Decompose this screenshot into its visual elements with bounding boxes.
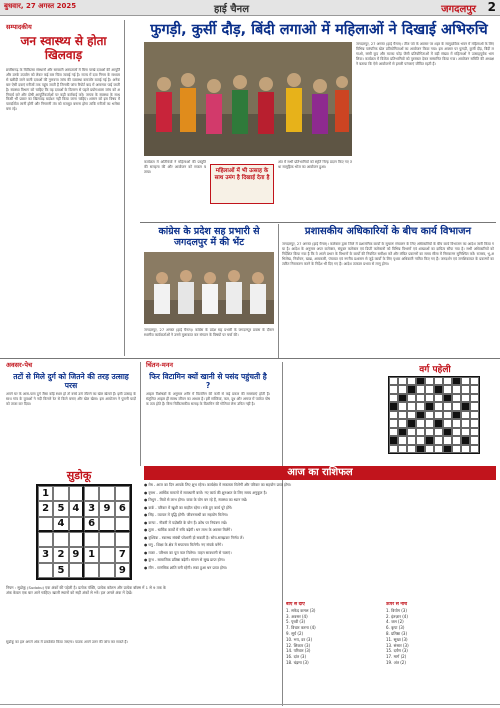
crossword-cell: [452, 385, 461, 393]
admin-headline: प्रशासकीय अधिकारियों के बीच कार्य विभाजन: [304, 226, 472, 237]
crossword-cell: [416, 394, 425, 402]
clues-heading: बाएं से दाएं: [286, 602, 305, 607]
sudoku-note: सुडोकू का हल अगले अंक में प्रकाशित किया जाएगा। पाठक अपने उत्तर की जांच कर सकते हैं।: [6, 640, 128, 644]
clue-item: 17. मार्ग (2): [386, 654, 407, 660]
crossword-cell: [398, 377, 407, 385]
crossword-cell: [407, 419, 416, 427]
crossword-cell: [398, 402, 407, 410]
horoscope-item: ● कन्या - नौकरी में पदोन्नति के योग हैं। क्रोध पर नियंत्रण रखें।: [144, 520, 228, 525]
fort-body: अपने घर के आस-पास दुर्ग जैसा कोई स्थल हो तो बच्चे उसे जीतने का खेल खेलते हैं। इसी उत्साह के साथ गांव के युवाओं ने नदी किनारे रेत से किले बनाए और खेल खेला। इस आयोजन ने पुरानी यादों को ताजा कर दिया।: [6, 392, 136, 406]
crossword-cell: [434, 436, 443, 444]
clues-down: [386, 602, 496, 706]
sudoku-cell: 7: [115, 547, 130, 562]
editorial-tag: सम्पादकीय: [6, 23, 32, 31]
congress-photo: [144, 252, 274, 324]
horoscope-title: आज का राशिफल: [144, 466, 496, 480]
pull-quote: महिलाओं में भी उत्साह के साथ उमंग है दिखाई देता है: [210, 164, 274, 204]
section-band: [0, 358, 270, 370]
edition-city: जगदलपुर: [441, 4, 476, 15]
horoscope-item: ● वृषभ - आर्थिक मामलों में सावधानी बरतें। नए कार्य की शुरुआत के लिए समय अनुकूल है।: [144, 490, 267, 495]
crossword-cell: [407, 411, 416, 419]
column-divider: [140, 362, 141, 466]
crossword-cell: [416, 419, 425, 427]
sudoku-cell: [69, 486, 84, 501]
issue-date: बुधवार, 27 अगस्त 2025: [4, 2, 77, 10]
horoscope-item: ● कुंभ - सामाजिक प्रतिष्ठा बढ़ेगी। संतान से सुख प्राप्त होगा।: [144, 558, 225, 562]
crossword-cell: [470, 402, 479, 410]
crossword-cell: [416, 445, 425, 453]
horoscope-item: ● मेष - आज का दिन आपके लिए शुभ रहेगा। कार्यक्षेत्र में सफलता मिलेगी और परिवार का सहयोग प्राप्त होगा।: [144, 483, 292, 487]
lead-photo: [144, 42, 352, 156]
clue-item: 13. संसार (3): [386, 642, 409, 648]
crossword-cell: [452, 445, 461, 453]
section-label-right: चिंतन-मनन: [146, 361, 173, 369]
crossword-cell: [434, 377, 443, 385]
lead-body-3: अंत में सभी प्रतिभागियों को स्मृति चिन्ह प्रदान किए गए तथा सामूहिक भोज का आयोजन हुआ।: [278, 160, 352, 169]
sudoku-cell: [99, 486, 114, 501]
crossword-cell: [389, 445, 398, 453]
crossword-cell: [452, 428, 461, 436]
sudoku-cell: 2: [38, 501, 53, 516]
crossword-cell: [389, 402, 398, 410]
crossword-cell: [434, 394, 443, 402]
crossword-cell: [425, 436, 434, 444]
crossword-cell: [461, 385, 470, 393]
crossword-cell: [452, 402, 461, 410]
meeting-photo: [144, 252, 274, 324]
clues-across: [286, 602, 382, 706]
crossword-cell: [443, 411, 452, 419]
crossword-cell: [416, 402, 425, 410]
sudoku-title: सुडोकू: [66, 469, 92, 482]
crossword-cell: [470, 445, 479, 453]
column-divider: [278, 224, 279, 358]
crossword-cell: [407, 436, 416, 444]
vitamin-body: आहार विशेषज्ञों के अनुसार शरीर में विटामिन की कमी से कई प्रकार की समस्याएं होती हैं। संतुलित आहार ही स्वस्थ जीवन का आधार है। हरी सब्जियां, फल, दूध और अनाज में पर्याप्त पोषक तत्व होते हैं। बिना चिकित्सकीय सलाह के विटामिन की गोलियां लेना उचित नहीं है।: [146, 392, 270, 406]
sudoku-cell: [115, 532, 130, 547]
clue-item: 15. दर्पण (3): [386, 648, 408, 654]
sudoku-cell: 1: [84, 547, 99, 562]
crossword-cell: [470, 385, 479, 393]
crossword-cell: [398, 436, 407, 444]
horoscope-item: ● मिथुन - मित्रों से लाभ होगा। यात्रा के योग बन रहे हैं, स्वास्थ्य का ध्यान रखें।: [144, 498, 248, 502]
clue-item: 18. चंद्रमा (3): [286, 659, 309, 665]
clue-item: 8. प्रतिष्ठा (3): [386, 630, 408, 636]
editorial-body: छत्तीसगढ़ के चिकित्सा संस्थानों और सरकारी अस्पतालों में बिना परखे दवाओं की आपूर्ति और उनके उपयोग को लेकर कई बार चिंता जताई गई है। राज्य में दवा निगम के माध्यम से खरीदी जाने वाली दवाओं की गुणवत्ता जांच की व्यवस्था कमजोर बताई गई है। अनेक बार ऐसी दवाएं मरीजों तक पहुंच जाती हैं जिनकी जांच रिपोर्ट बाद में अमानक पाई जाती है। स्वास्थ्य विभाग को चाहिए कि वह दवाओं के वितरण से पहले प्रयोगशाला जांच को अनिवार्य करे और दोषी आपूर्तिकर्ताओं पर कड़ी कार्रवाई करे। जनता के स्वास्थ्य के साथ किसी भी प्रकार का खिलवाड़ बर्दाश्त नहीं किया जाना चाहिए। शासन को इस विषय में पारदर्शिता लानी होगी और निगरानी तंत्र को मजबूत बनाना होगा ताकि मरीजों का भरोसा बना रहे।: [6, 68, 120, 112]
clues-heading: ऊपर से नीचे: [386, 602, 408, 607]
crossword-cell: [452, 411, 461, 419]
crossword-cell: [425, 419, 434, 427]
crossword-cell: [443, 428, 452, 436]
horoscope-list: [144, 482, 496, 602]
crossword-cell: [407, 385, 416, 393]
clue-item: 6. कृपा (3): [386, 625, 405, 631]
crossword-cell: [443, 402, 452, 410]
horoscope-item: ● सिंह - व्यापार में वृद्धि होगी। जीवनसाथी का सहयोग मिलेगा।: [144, 513, 229, 517]
crossword-cell: [416, 428, 425, 436]
crossword-cell: [461, 428, 470, 436]
crossword-cell: [398, 419, 407, 427]
horoscope-item: ● तुला - धार्मिक कार्यों में रुचि बढ़ेगी। धन लाभ के अवसर मिलेंगे।: [144, 528, 232, 532]
crossword-cell: [407, 402, 416, 410]
sudoku-cell: [84, 563, 99, 578]
clue-item: 5. पृथ्वी (3): [286, 619, 306, 625]
sudoku-cell: [115, 517, 130, 532]
sudoku-cell: [69, 517, 84, 532]
sudoku-cell: [38, 563, 53, 578]
crossword-cell: [425, 394, 434, 402]
crossword-cell: [461, 419, 470, 427]
crossword-cell: [434, 385, 443, 393]
crossword-cell: [389, 428, 398, 436]
column-divider: [124, 20, 125, 356]
women-event-photo: [144, 42, 352, 156]
crossword-cell: [443, 436, 452, 444]
crossword-cell: [461, 411, 470, 419]
sudoku-cell: [53, 532, 68, 547]
sudoku-cell: 9: [69, 547, 84, 562]
sudoku-cell: 9: [99, 501, 114, 516]
crossword-cell: [398, 428, 407, 436]
crossword-cell: [461, 377, 470, 385]
crossword-cell: [389, 436, 398, 444]
sudoku-cell: 1: [38, 486, 53, 501]
crossword-cell: [461, 402, 470, 410]
crossword-cell: [443, 419, 452, 427]
clue-item: 16. दांत (3): [286, 654, 307, 660]
crossword-cell: [416, 377, 425, 385]
sudoku-cell: [69, 563, 84, 578]
clue-item: 10. भय, डर (3): [286, 636, 313, 642]
crossword-cell: [389, 394, 398, 402]
lead-headline: फुगड़ी, कुर्सी दौड़, बिंदी लगाओ में महिलाओं ने दिखाई अभिरुचि: [150, 22, 488, 38]
crossword-cell: [416, 385, 425, 393]
section-label-left: अवसर-पेच: [6, 361, 33, 369]
crossword-cell: [416, 436, 425, 444]
crossword-grid: [388, 376, 480, 454]
sudoku-cell: [69, 532, 84, 547]
clue-item: 7. विचार करना (4): [286, 625, 316, 631]
crossword-cell: [389, 411, 398, 419]
crossword-cell: [416, 411, 425, 419]
crossword-cell: [434, 428, 443, 436]
clue-item: 3. अवसर (4): [286, 613, 308, 619]
crossword-cell: [389, 377, 398, 385]
newspaper-name: हाई चैनल: [214, 4, 249, 15]
crossword-cell: [398, 385, 407, 393]
horoscope-item: ● मकर - परिश्रम का पूरा फल मिलेगा। वाहन सावधानी से चलाएं।: [144, 550, 232, 555]
sudoku-cell: [99, 563, 114, 578]
clue-item: 19. अंत (2): [386, 659, 406, 665]
sudoku-cell: 2: [53, 547, 68, 562]
crossword-cell: [407, 445, 416, 453]
clue-item: 9. सूर्य (2): [286, 630, 304, 636]
crossword-title: वर्ग पहेली: [419, 365, 451, 375]
page-number: 2: [487, 0, 496, 14]
section-divider: [140, 222, 496, 223]
admin-body: जगदलपुर, 27 अगस्त (हाई चैनल)। कलेक्टर द्वारा जिले में प्रशासनिक कार्यों के सुचारू संचालन के लिए अधिकारियों के बीच कार्य विभाजन का आदेश जारी किया गया है। आदेश के अनुसार अपर कलेक्टर, संयुक्त कलेक्टर एवं डिप्टी कलेक्टरों को विभिन्न विभागों एवं शाखाओं का दायित्व सौंपा गया है। सभी अधिकारियों को निर्देशित किया गया है कि वे अपने प्रभार के विभागों के कार्यों की नियमित समीक्षा करें और लंबित प्रकरणों का समय सीमा में निराकरण सुनिश्चित करें। राजस्व, भू-अभिलेख, निर्वाचन, खाद्य, आबकारी, पंचायत एवं नगरीय प्रशासन से जुड़े कार्यों के लिए पृथक अधिकारी नामित किए गए हैं। जनदर्शन एवं जनशिकायत के प्रकरणों का त्वरित निराकरण करने के निर्देश भी दिए गए हैं। आदेश तत्काल प्रभाव से लागू होगा।: [282, 242, 494, 266]
crossword-cell: [443, 394, 452, 402]
horoscope-item: ● धनु - शिक्षा के क्षेत्र में सफलता मिलेगी। नए संपर्क बनेंगे।: [144, 543, 223, 547]
congress-headline: कांग्रेस के प्रदेश सह प्रभारी से जगदलपुर में की भेंट: [158, 226, 260, 248]
sudoku-cell: [38, 532, 53, 547]
sudoku-cell: [53, 486, 68, 501]
masthead: [0, 0, 500, 16]
sudoku-grid: [36, 484, 132, 580]
clue-item: 11. सूखा (3): [386, 636, 408, 642]
crossword-cell: [443, 385, 452, 393]
crossword-cell: [443, 377, 452, 385]
horoscope-item: ● वृश्चिक - स्वास्थ्य संबंधी परेशानी हो सकती है। सोच-समझकर निर्णय लें।: [144, 535, 244, 540]
sudoku-cell: 5: [53, 563, 68, 578]
crossword-cell: [407, 377, 416, 385]
crossword-cell: [452, 377, 461, 385]
crossword-cell: [407, 394, 416, 402]
crossword-cell: [398, 394, 407, 402]
sudoku-cell: [99, 532, 114, 547]
crossword-cell: [434, 402, 443, 410]
crossword-cell: [425, 377, 434, 385]
crossword-cell: [425, 402, 434, 410]
sudoku-cell: 3: [84, 501, 99, 516]
crossword-cell: [452, 419, 461, 427]
horoscope-item: ● कर्क - परिवार में खुशी का माहौल रहेगा। रुके हुए कार्य पूरे होंगे।: [144, 505, 233, 510]
horoscope-item: ● मीन - मानसिक शांति बनी रहेगी। रुका हुआ धन प्राप्त होगा।: [144, 565, 228, 570]
crossword-cell: [398, 445, 407, 453]
vitamin-headline: फिर विटामिन क्यों खानी से पसंद पहुंचती है ?: [149, 372, 267, 390]
crossword-cell: [407, 428, 416, 436]
clue-item: 2. इंतज़ार (4): [386, 613, 408, 619]
crossword-cell: [452, 436, 461, 444]
crossword-cell: [434, 411, 443, 419]
sudoku-cell: 4: [69, 501, 84, 516]
sudoku-cell: 3: [38, 547, 53, 562]
clue-item: 1. वियोग (3): [386, 607, 407, 613]
sudoku-cell: [99, 517, 114, 532]
crossword-cell: [398, 411, 407, 419]
sudoku-cell: [84, 532, 99, 547]
sudoku-cell: [99, 547, 114, 562]
sudoku-cell: [115, 486, 130, 501]
clue-item: 4. जल (2): [386, 619, 404, 625]
crossword-cell: [470, 411, 479, 419]
crossword-cell: [452, 394, 461, 402]
fort-headline: तटों से मिले दुर्ग को जितने की तरह उत्साह परस: [13, 372, 129, 390]
sudoku-cell: [38, 517, 53, 532]
sudoku-rules: नियम : सुडोकू (Sudoku) एक अंकों की पहेली है। प्रत्येक पंक्ति, प्रत्येक कॉलम और प्रत्येक बॉक्स में 1 से 9 तक के अंक केवल एक बार आने चाहिए। खाली स्थानों को सही अंकों से भरें। हल अगले अंक में देखें।: [6, 585, 166, 595]
footer-rule: [0, 704, 500, 705]
crossword-cell: [470, 419, 479, 427]
editorial-title: जन स्वास्थ्य से होता खिलवाड़: [20, 34, 107, 62]
sudoku-cell: 4: [53, 517, 68, 532]
clue-item: 1. सफेद कमल (3): [286, 607, 316, 613]
crossword-cell: [389, 419, 398, 427]
sudoku-cell: 5: [53, 501, 68, 516]
crossword-cell: [425, 385, 434, 393]
crossword-cell: [425, 411, 434, 419]
congress-body: जगदलपुर, 27 अगस्त (हाई चैनल)। कांग्रेस के प्रदेश सह प्रभारी के जगदलपुर प्रवास के दौरान स्थानीय कार्यकर्ताओं ने उनसे मुलाकात कर संगठन के विषयों पर चर्चा की।: [144, 328, 274, 337]
crossword-cell: [470, 394, 479, 402]
crossword-cell: [434, 445, 443, 453]
crossword-cell: [425, 445, 434, 453]
crossword-cell: [425, 428, 434, 436]
crossword-cell: [470, 428, 479, 436]
crossword-cell: [443, 445, 452, 453]
sudoku-cell: 9: [115, 563, 130, 578]
clue-item: 14. परिवार (3): [286, 648, 311, 654]
sudoku-cell: [84, 486, 99, 501]
clue-item: 12. शिकार (3): [286, 642, 311, 648]
crossword-cell: [470, 436, 479, 444]
crossword-cell: [434, 419, 443, 427]
sudoku-cell: 6: [115, 501, 130, 516]
crossword-cell: [461, 436, 470, 444]
sudoku-cell: 6: [84, 517, 99, 532]
crossword-cell: [470, 377, 479, 385]
crossword-cell: [389, 385, 398, 393]
crossword-cell: [461, 394, 470, 402]
crossword-cell: [461, 445, 470, 453]
lead-body-2: कार्यक्रम में अतिथियों ने महिलाओं की प्रस्तुति की सराहना की और आयोजन को सफल बताया।: [144, 160, 206, 174]
lead-body-1: जगदलपुर, 27 अगस्त (हाई चैनल)। तीज पर्व के अवसर पर शहर के सामुदायिक भवन में महिलाओं के लिए विभिन्न पारंपरिक खेल प्रतियोगिताओं का आयोजन किया गया। इस अवसर पर फुगड़ी, कुर्सी दौड़, बिंदी लगाओ, रस्सी कूद और मटका फोड़ जैसी प्रतियोगिताओं में बड़ी संख्या में महिलाओं ने उत्साहपूर्वक भाग लिया। कार्यक्रम में विजेता प्रतिभागियों को पुरस्कार देकर सम्मानित किया गया। आयोजन समिति की अध्यक्ष ने बताया कि ऐसे आयोजनों से हमारी परंपराएं जीवित रहती हैं।: [356, 42, 494, 66]
